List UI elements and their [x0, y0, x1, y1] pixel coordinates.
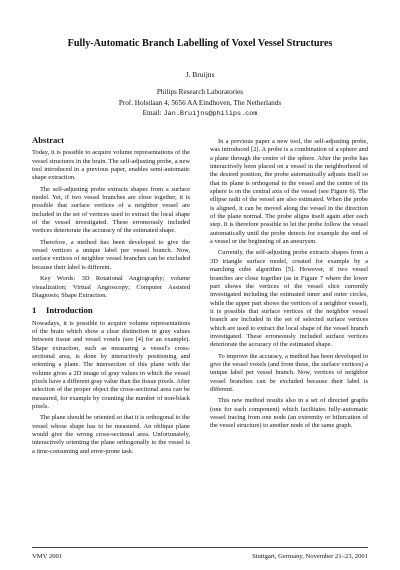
intro-paragraph-3: In a previous paper a new tool, the self-adjusting probe, was introduced [2]. A probe is a combination of a sphere and a plane through the centre of the sphere. After the probe has interactively been placed on a vessel in the neighborhood of the desired position, the probe automatically adjusts itself so that its plane is orthogonal to the vessel and the centre of its sphere is on the central axis of the vessel (see Figure 6). The ellipse radii of the vessel are also estimated. When the probe is aligned, it can be moved along the vessel in the direction of the plane normal. The probe aligns itself again after each step. It is therefore possible to let the probe follow the vessel automatically until the probe detects for example the end of a vessel or the beginning of an aneurysm.	[210, 138, 368, 246]
footer-location-date: Stuttgart, Germany, November 21–23, 2001	[252, 553, 368, 560]
paper-title: Fully-Automatic Branch Labelling of Voxel Vessel Structures	[67, 38, 333, 49]
affiliation-address: Prof. Holstlaan 4, 5656 AA Eindhoven, The Netherlands	[118, 98, 282, 107]
section-1-number: 1	[32, 305, 37, 316]
intro-paragraph-5: To improve the accuracy, a method has been developed to give the vessel voxels (and from these, the surface vertices) a unique label per vessel branch. Now, vertices of neighbor vessel branches can be excluded because their label is different.	[210, 352, 368, 393]
email-address: Jan.Bruijns@philips.com	[163, 110, 258, 119]
footer-rule	[32, 547, 368, 548]
email-label: Email:	[142, 109, 162, 118]
section-1-heading	[32, 306, 190, 314]
intro-paragraph-4: Currently, the self-adjusting probe extracts shapes from a 3D triangle surface model, created for example by a marching cube algorithm [5]. However, if two vessel branches are close together (as in Figure 7 where the lower part shows the vertices of the vessel slice currently investigated including the estimated inner and outer circles, while the upper part shows the vertices of a neighbor vessel), it is possible that surface vertices of the neighbor vessel branch are included in the set of selected surface vertices which are used to extract the local shape of the vessel branch investigated. These erroneously included surface vertices deteriorate the accuracy of the estimated shape.	[210, 249, 368, 349]
footer-venue: VMV 2001	[32, 553, 63, 560]
author-affiliation	[0, 87, 400, 120]
affiliation-email-line	[0, 108, 400, 120]
paper-author: J. Bruijns	[185, 70, 215, 79]
intro-paragraph-6: This new method results also in a set of directed graphs (one for each component) which facilitates fully-automatic vessel tracing from one node (an extremity or bifurcation of the vessel structure) to another node of the same graph.	[210, 397, 368, 430]
affiliation-lab: Philips Research Laboratories	[156, 88, 244, 96]
right-column	[210, 138, 368, 434]
section-1-title: Introduction	[46, 305, 93, 316]
intro-paragraph-1: Nowadays, it is possible to acquire volume representations of the brain which show a clear distinction in gray values between tissue and vessel voxels (see [4] for an example). Shape extraction, such as measuring a vessel's cross-sectional area, is done by interactively positioning and orienting a plane. The intersection of this plane with the volume gives a 2D image of gray values in which the vessel pixels have a different gray value than the tissue pixels. After selection of the proper object the cross-sectional area can be measured, for example by counting the number of non-black pixels.	[32, 319, 190, 410]
abstract-paragraph-1: Today, it is possible to acquire volume representations of the vessel structures in the brain. The self-adjusting probe, a new tool introduced in a previous paper, enables semi-automatic shape extraction.	[32, 149, 190, 182]
abstract-paragraph-2: The self-adjusting probe extracts shapes from a surface model. Yet, if two vessel branches are close together, it is possible that surface vertices of a neighbor vessel are included in the set of vertices used to extract the local shape of the vessel investigated. These erroneously included vertices deteriorate the accuracy of the estimated shape.	[32, 185, 190, 235]
abstract-paragraph-3: Therefore, a method has been developed to give the vessel vertices a unique label per vessel branch. Now, surface vertices of neighbor vessel branches can be excluded because their label is different.	[32, 238, 190, 271]
intro-paragraph-2: The plane should be oriented so that it is orthogonal to the vessel whose shape has to be measured. An oblique plane would give the wrong cross-sectional area. Unfortunately, interactively orienting the plane orthogonally to the vessel is a time-consuming and error-prone task.	[32, 414, 190, 455]
left-column	[32, 136, 190, 459]
keywords-paragraph: Key Words: 3D Rotational Angiography; volume visualization; Virtual Angioscopy; Computer Assisted Diagnosis; Shape Extraction.	[32, 275, 190, 299]
abstract-heading: Abstract	[32, 135, 64, 145]
